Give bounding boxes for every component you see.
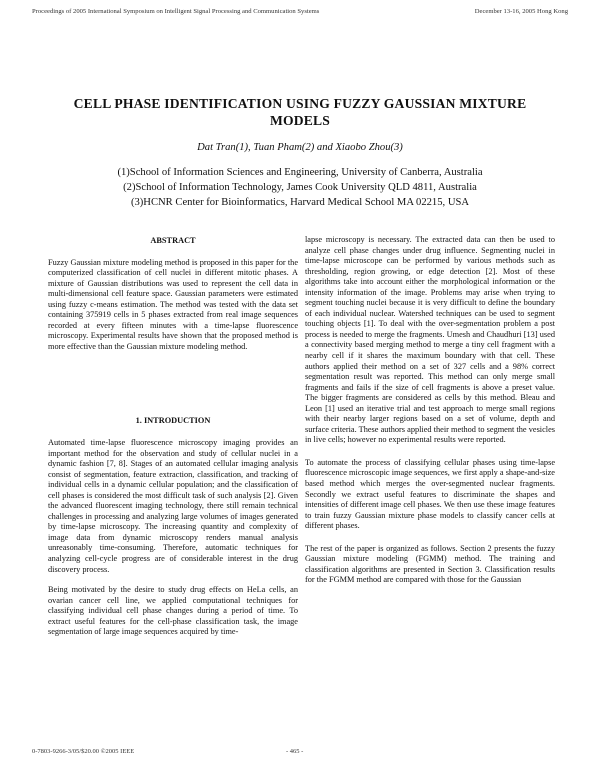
affiliation-3: (3)HCNR Center for Bioinformatics, Harvard Medical School MA 02215, USA bbox=[130, 197, 470, 208]
intro-heading: 1. INTRODUCTION bbox=[135, 416, 211, 426]
header-date: December 13-16, 2005 Hong Kong bbox=[474, 8, 568, 15]
paper-title: CELL PHASE IDENTIFICATION USING FUZZY GAUSSIAN MIXTURE MODELS bbox=[73, 96, 527, 128]
author-list: Dat Tran(1), Tuan Pham(2) and Xiaobo Zhou(3) bbox=[197, 142, 403, 153]
header-proceedings: Proceedings of 2005 International Symposium on Intelligent Signal Processing and Communication Systems bbox=[32, 8, 320, 15]
copyright-notice: 0-7803-9266-3/05/$20.00 ©2005 IEEE bbox=[32, 748, 135, 755]
right-paragraph-2: To automate the process of classifying cellular phases using time-lapse fluorescence microscopic image sequences, we first apply a shape-and-size based method which merges the over-segmented nuclear fragments. Secondly we extract useful features to discriminate the shapes and intensities of different image cell phases. We then use these image features to train fuzzy Gaussian mixture phase models to classify cancer cells at different phases. bbox=[305, 457, 555, 531]
page-number: - 465 - bbox=[286, 748, 304, 755]
affiliation-1: (1)School of Information Sciences and Engineering, University of Canberra, Australia bbox=[117, 167, 483, 178]
right-column bbox=[305, 235, 555, 586]
affiliation-2: (2)School of Information Technology, James Cook University QLD 4811, Australia bbox=[123, 182, 477, 193]
intro-paragraph-2: Being motivated by the desire to study drug effects on HeLa cells, an ovarian cancer cell line, we applied computational techniques for classifying individual cell phase changes during a period of time. To extract useful features for the cell-phase classification task, the image segmentation of large image sequences acquired by time- bbox=[48, 585, 298, 637]
abstract-heading: ABSTRACT bbox=[150, 236, 196, 245]
page-footer bbox=[32, 748, 568, 755]
intro-paragraph-1: Automated time-lapse fluorescence microscopy imaging provides an important method for the observation and study of cellular nuclei in a dynamic fashion [7, 8]. Stages of an automated cellular imaging analysis consist of segmentation, feature extraction, classification, and tracking of individual cells in a dynamic cellular population; and the classification of cell phases is considered the most difficult task of such analysis [2]. Given the advanced fluorescent imaging technology, there still remain technical challenges in processing and analyzing large volumes of images generated by time-lapse microscopy. The increasing quantity and complexity of image data from dynamic microscopy renders manual analysis unreasonably time-consuming. Therefore, automatic techniques for analyzing cell-cycle progress are of considerable interest in the drug discovery process. bbox=[48, 438, 298, 574]
abstract-text: Fuzzy Gaussian mixture modeling method is proposed in this paper for the computerized classification of cell nuclei in different mitotic phases. A mixture of Gaussian distributions was used to represent the cell data in multi-dimensional cell feature space. Gaussian parameters were estimated using fuzzy c-means estimation. The method was tested with the data set containing 375919 cells in 5 phases extracted from real image sequences recorded at every fifteen minutes with a time-lapse fluorescence microscopy. Experimental results have shown that the proposed method is more effective than the Gaussian mixture modeling method. bbox=[48, 257, 298, 351]
right-paragraph-3: The rest of the paper is organized as follows. Section 2 presents the fuzzy Gaussian mixture modeling (FGMM) method. The training and classification algorithms are presented in Section 3. Classification results for the FGMM method are compared with those for the Gaussian bbox=[305, 543, 555, 585]
left-column bbox=[48, 236, 298, 638]
right-paragraph-1: lapse microscopy is necessary. The extracted data can then be used to analyze cell phase changes under drug influence. Segmenting nuclei in time-lapse microscope can be performed by various methods such as thresholding, region growing, or edge detection [2]. Most of these algorithms take into account either the morphological information or the intensity information of the image. Problems may arise when trying to segment touching nuclei because it is very difficult to define the boundary of each individual nuclear. Watershed techniques can be used to segment touching objects [1]. To deal with the over-segmentation problem a post process is needed to merge the fragments. Umesh and Chaudhuri [13] used a connectivity based merging method to merge a tiny cell fragment with a nearby cell if it shares the maximum boundary with that cell. These authors applied their method on a set of 327 cells and a 98% correct segmentation result was reported. This method can only merge small fragments and fails if the size of cell fragments is above a preset value. The bigger fragments are considered as cells by this method. Bleau and Leon [1] used an iterative trial and test approach to merge small regions with their nearby larger regions based on a set of volume, depth and surface criteria. These authors applied their method to segment the vesicles in live cells; however no experimental results were reported. bbox=[305, 235, 555, 445]
running-header bbox=[32, 8, 568, 15]
